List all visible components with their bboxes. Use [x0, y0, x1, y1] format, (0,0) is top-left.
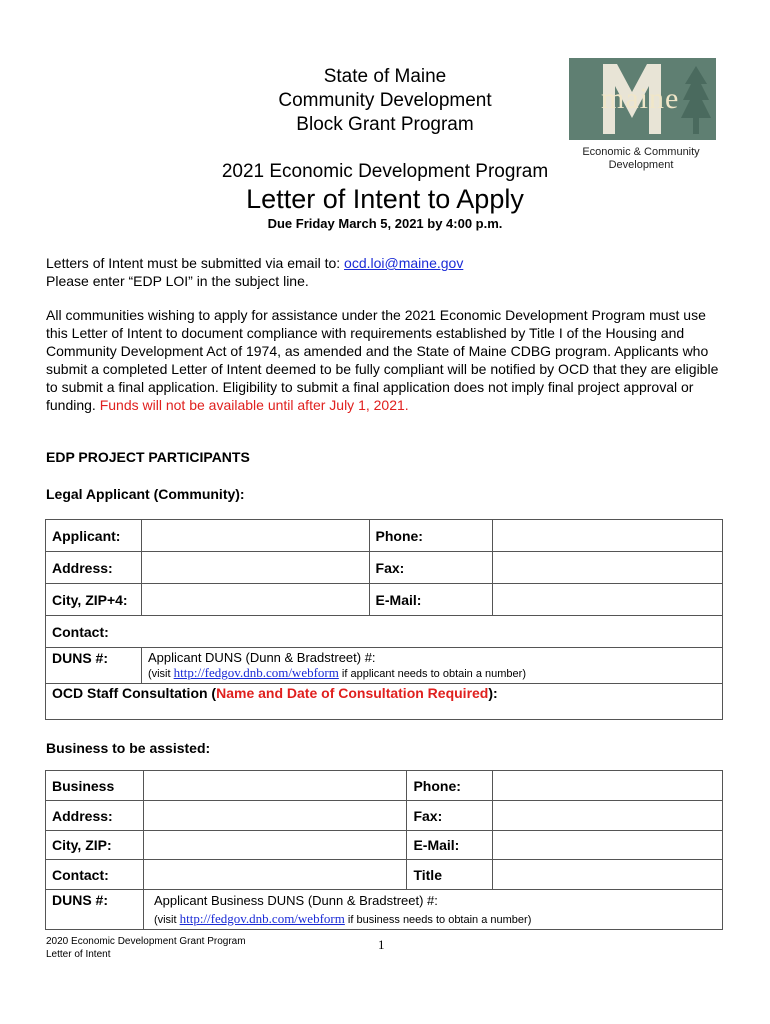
business-heading: Business to be assisted:	[46, 740, 211, 756]
page-title: Letter of Intent to Apply	[246, 184, 524, 214]
applicant-table	[45, 519, 723, 720]
business-contact-label: Contact:	[46, 860, 144, 890]
duns-input[interactable]: Applicant DUNS (Dunn & Bradstreet) #: (visit http://fedgov.dnb.com/webform if applicant needs to obtain a number)	[141, 648, 722, 684]
header-cdbg: Community Development	[278, 90, 492, 111]
city-label: City, ZIP+4:	[46, 584, 142, 616]
contact-field[interactable]: Contact:	[46, 616, 723, 648]
business-label: Business	[46, 771, 144, 801]
footer	[46, 935, 246, 961]
address-input[interactable]	[141, 552, 369, 584]
business-duns-label: DUNS #:	[46, 890, 144, 930]
eligibility-paragraph: All communities wishing to apply for assistance under the 2021 Economic Development Program must use this Letter of Intent to document compliance with requirements established by Title I of the Housing and Community Development Act of 1974, as amended and the State of Maine CDBG program. Applicants who submit a completed Letter of Intent deemed to be fully compliant will be notified by OCD that they are eligible to submit a final application. Eligibility to submit a final application does not imply final project approval or funding. Funds will not be available until after July 1, 2021.	[46, 307, 719, 413]
duns-label: DUNS #:	[46, 648, 142, 684]
email-link[interactable]: ocd.loi@maine.gov	[344, 255, 464, 271]
business-contact-input[interactable]	[143, 860, 407, 890]
funds-warning: Funds will not be available until after July 1, 2021.	[99, 397, 409, 413]
email-label: E-Mail:	[369, 584, 493, 616]
logo-word: maine	[601, 82, 680, 115]
business-table	[45, 770, 723, 930]
address-label: Address:	[46, 552, 142, 584]
business-phone-label: Phone:	[407, 771, 493, 801]
business-dnb-webform-link[interactable]: http://fedgov.dnb.com/webform	[179, 910, 345, 926]
phone-input[interactable]	[493, 520, 723, 552]
page-number: 1	[378, 937, 385, 952]
business-phone-input[interactable]	[493, 771, 723, 801]
city-input[interactable]	[141, 584, 369, 616]
business-fax-input[interactable]	[493, 801, 723, 831]
phone-label: Phone:	[369, 520, 493, 552]
logo-background	[569, 58, 716, 140]
business-city-input[interactable]	[143, 831, 407, 860]
business-email-input[interactable]	[493, 831, 723, 860]
applicant-label: Applicant:	[46, 520, 142, 552]
due-date: Due Friday March 5, 2021 by 4:00 p.m.	[267, 216, 503, 231]
fax-label: Fax:	[369, 552, 493, 584]
participants-heading: EDP PROJECT PARTICIPANTS	[46, 449, 250, 465]
business-email-label: E-Mail:	[407, 831, 493, 860]
legal-applicant-heading: Legal Applicant (Community):	[46, 486, 245, 502]
business-fax-label: Fax:	[407, 801, 493, 831]
footer-program: 2020 Economic Development Grant Program	[46, 936, 246, 947]
business-duns-input[interactable]: Applicant Business DUNS (Dunn & Bradstreet) #: (visit http://fedgov.dnb.com/webform if business needs to obtain a number)	[143, 890, 722, 930]
submission-instructions: Letters of Intent must be submitted via email to: ocd.loi@maine.gov Please enter “EDP LOI” in the subject line.	[46, 255, 464, 289]
header-block-grant: Block Grant Program	[296, 114, 474, 135]
business-title-label: Title	[407, 860, 493, 890]
logo-caption: Economic & Community Development	[582, 146, 700, 171]
ocd-consultation-field[interactable]: OCD Staff Consultation (Name and Date of Consultation Required):	[46, 684, 723, 720]
maine-decd-logo	[565, 58, 717, 173]
fax-input[interactable]	[493, 552, 723, 584]
email-input[interactable]	[493, 584, 723, 616]
footer-doc: Letter of Intent	[46, 949, 111, 960]
applicant-input[interactable]	[141, 520, 369, 552]
business-address-input[interactable]	[143, 801, 407, 831]
business-input[interactable]	[143, 771, 407, 801]
business-title-input[interactable]	[493, 860, 723, 890]
business-city-label: City, ZIP:	[46, 831, 144, 860]
business-address-label: Address:	[46, 801, 144, 831]
header-state: State of Maine	[323, 66, 447, 87]
program-name: 2021 Economic Development Program	[221, 161, 549, 182]
dnb-webform-link[interactable]: http://fedgov.dnb.com/webform	[173, 665, 339, 680]
